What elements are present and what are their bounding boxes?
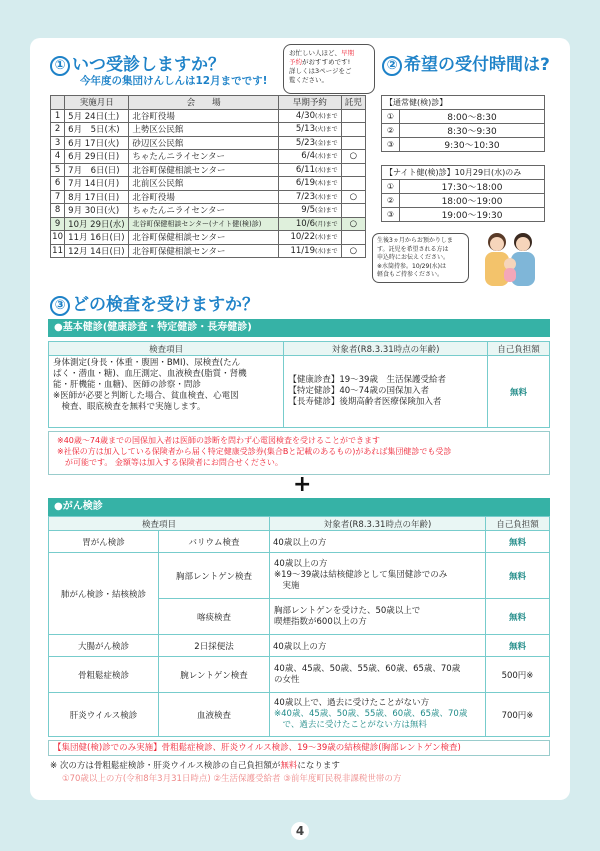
schedule-row: 1 5月 24日(土) 北谷町役場 4/30(水)まで bbox=[51, 109, 366, 123]
cancer-screening-table: 検査項目 対象者(R8.3.31時点の年齢) 自己負担額 胃がん検診 バリウム検査 40歳以上の方 無料 肺がん検診・結核検診 胸部レントゲン検査 40歳以上の方 ※19～39歳は結核健診として集団健診でのみ 実施 無料 喀痰検査 胸部レントゲンを受けた、50歳以上で 喫煙指数が600以上の方 無料 大腸がん検診 2日採便法 40歳以上の方 無料 骨粗鬆症検診 腕レントゲン検査 40歳、45歳、50歳、55歳、60歳、65歳、70歳 の女性 500円※ 肝炎ウイルス検診 血液検査 40歳以上で、過去に受けたことがない方 ※40歳、45歳、50歳、55歳、60歳、65歳、70歳 で、過去に受けたことがない方は無料 700円※ bbox=[48, 516, 550, 737]
normal-time-table: 【通常健(検)診】 ① 8:00～8:30 ② 8:30～9:30 ③ 9:30～10:30 bbox=[381, 95, 545, 152]
schedule-row: 10 11月 16日(日) 北谷町保健相談センター 10/22(水)まで bbox=[51, 231, 366, 245]
schedule-row: 11 12月 14日(日) 北谷町保健相談センター 11/19(水)まで ○ bbox=[51, 244, 366, 258]
lung-row: 肺がん検診・結核検診 胸部レントゲン検査 40歳以上の方 ※19～39歳は結核健診として集団健診でのみ 実施 無料 bbox=[49, 553, 550, 599]
early-reservation-bubble: お忙しい人ほど、早期 予約がおすすめです! 詳しくは3ページをご 覧ください。 bbox=[283, 44, 375, 94]
hepatitis-row: 肝炎ウイルス検診 血液検査 40歳以上で、過去に受けたことがない方 ※40歳、45歳、50歳、55歳、60歳、65歳、70歳 で、過去に受けたことがない方は無料 700円※ bbox=[49, 693, 550, 737]
sputum-row: 喀痰検査 胸部レントゲンを受けた、50歳以上で 喫煙指数が600以上の方 無料 bbox=[49, 599, 550, 635]
schedule-row: 8 9月 30日(火) ちゃたんニライセンター 9/5(金)まで bbox=[51, 204, 366, 218]
schedule-row: 6 7月 14日(月) 北前区公民館 6/19(木)まで bbox=[51, 177, 366, 191]
basic-items: 身体測定(身長・体重・腹囲・BMI)、尿検査(たん ぱく・潜血・糖)、血圧測定、血液検査(脂質・肾機 能・肝機能・血糖)、医師の診察・問診 ※医師が必要と判断した場合、貧血検査、心電図 検査、眼底検査を無料で実施します。 bbox=[49, 356, 284, 428]
free-eligibility-note: ※ 次の方は骨粗鬆症検診・肝炎ウイルス検診の自己負担額が無料になります ①70歳以上の方(令和8年3月31日時点) ②生活保護受給者 ③前年度町民税非課税世帯の方 bbox=[50, 761, 402, 784]
section1-subtitle: 今年度の集団けんしんは12月までです! bbox=[80, 75, 268, 87]
cancer-screening-header: ●がん検診 bbox=[48, 498, 550, 516]
schedule-table bbox=[50, 95, 366, 258]
night-time-table: 【ナイト健(検)診】10月29日(水)のみ ① 17:30～18:00 ② 18:00～19:00 ③ 19:00～19:30 bbox=[381, 165, 545, 222]
schedule-row: 3 6月 17日(火) 砂辺区公民館 5/23(金)まで bbox=[51, 136, 366, 150]
bone-row: 骨粗鬆症検診 腕レントゲン検査 40歳、45歳、50歳、55歳、60歳、65歳、70歳 の女性 500円※ bbox=[49, 657, 550, 693]
schedule-header-row: 実施月日 会 場 早期予約 託児 bbox=[51, 96, 366, 110]
schedule-row: 2 6月 5日(木) 上勢区公民館 5/13(火)まで bbox=[51, 123, 366, 137]
basic-checkup-header: ●基本健診(健康診査・特定健診・長寿健診) bbox=[48, 319, 550, 337]
basic-checkup-table: 検査項目 対象者(R8.3.31時点の年齢) 自己負担額 身体測定(身長・体重・腹囲・BMI)、尿検査(たん ぱく・潜血・糖)、血圧測定、血液検査(脂質・肾機 能・肝機能・血糖)、医師の診察・問診 ※医師が必要と判断した場合、貧血検査、心電図 検査、眼底検査を無料で実施します。 【健康診査】19～39歳 生活保護受給者 【特定健診】40～74歳の国保加入者 【長寿健診】後期高齢者医療保険加入者 無料 bbox=[48, 341, 550, 428]
basic-target: 【健康診査】19～39歳 生活保護受給者 【特定健診】40～74歳の国保加入者 【長寿健診】後期高齢者医療保険加入者 bbox=[284, 356, 488, 428]
group-only-note: 【集団健(検)診でのみ実施】骨粗鬆症検診、肝炎ウイルス検診、19～39歳の結核健診(胸部レントゲン検査) bbox=[48, 740, 550, 756]
page-number: 4 bbox=[291, 822, 309, 840]
family-illustration bbox=[475, 228, 545, 288]
schedule-row: 4 6月 29日(日) ちゃたんニライセンター 6/4(水)まで ○ bbox=[51, 150, 366, 164]
section3-title: ③ どの検査を受けますか？ bbox=[50, 290, 259, 316]
basic-fee: 無料 bbox=[488, 356, 550, 428]
colon-row: 大腸がん検診 2日採便法 40歳以上の方 無料 bbox=[49, 635, 550, 657]
plus-icon: + bbox=[293, 472, 312, 497]
basic-notes: ※40歳～74歳までの国保加入者は医師の診断を問わず心電図検査を受けることができます ※社保の方は加入している保険者から届く特定健康受診券(集合Bと記載のあるもの)があれば集団健診でも受診 が可能です。 金額等は加入する保険者にお問合せください。 bbox=[48, 431, 550, 475]
childcare-note: 生後3ヵ月からお預かりしま す。託児を希望される方は 申込時にお伝えください。 ※水筒持参。10/29(水)は 軽食もご持参ください。 bbox=[372, 233, 469, 283]
schedule-row: 5 7月 6日(日) 北谷町保健相談センター 6/11(水)まで bbox=[51, 163, 366, 177]
section2-title: ② 希望の受付時間は? bbox=[382, 50, 550, 76]
schedule-row: 7 8月 17日(日) 北谷町役場 7/23(水)まで ○ bbox=[51, 190, 366, 204]
section1-title: ① いつ受診しますか？ bbox=[50, 50, 225, 76]
stomach-row: 胃がん検診 バリウム検査 40歳以上の方 無料 bbox=[49, 531, 550, 553]
schedule-row-night: 9 10月 29日(水) 北谷町保健相談センター(ナイト健(検)診) 10/6(月)まで ○ bbox=[51, 217, 366, 231]
